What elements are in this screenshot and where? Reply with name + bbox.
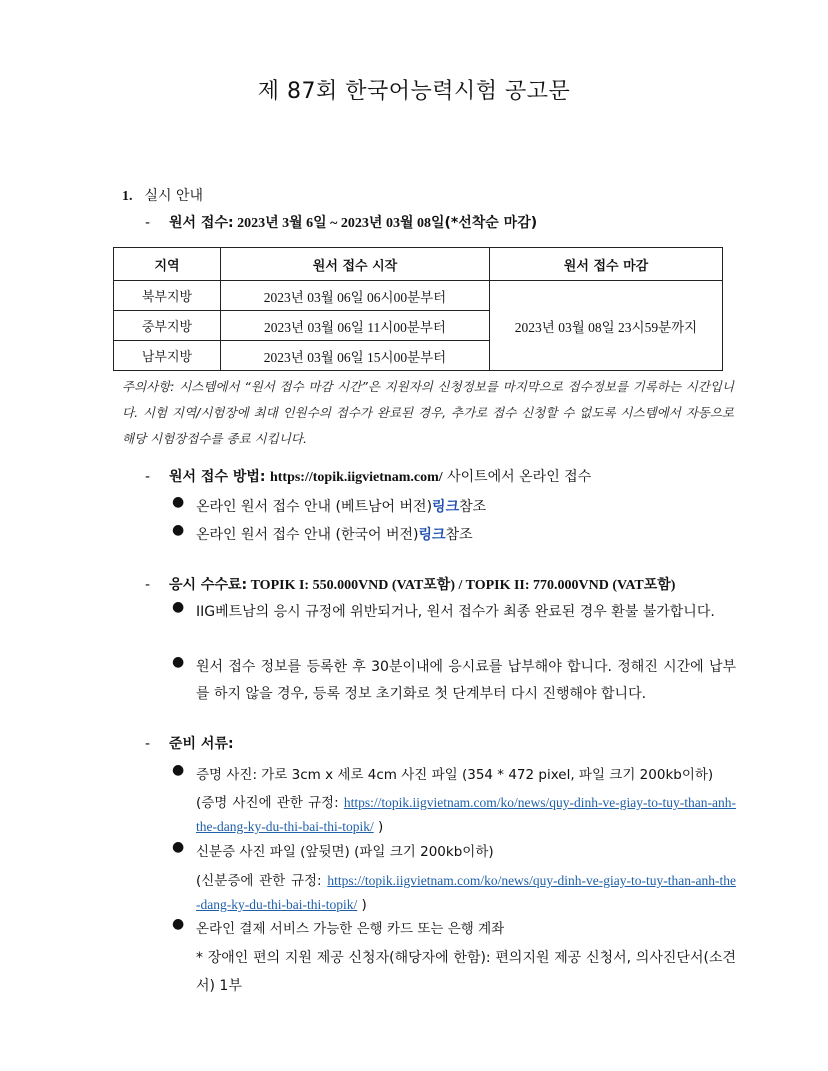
page-title: 제 87회 한국어능력시험 공고문: [257, 79, 571, 104]
notice-text: 주의사항: 시스템에서 “원서 접수 마감 시간”은 지원자의 신청정보를 마지막으로 접수정보를 기록하는 시간입니다. 시험 지역/시험장에 최대 인원수의 접수가 완료된 경우, 추가로 접수 신청할 수 없도록 시스템에서 자동으로 해당 시험장접수를 종료 시킵니다.: [122, 379, 734, 446]
reception-dates: 2023년 3월 6일 ~ 2023년 03월 08일: [233, 216, 445, 231]
deadline-cell: 2023년 03월 08일 23시59분까지: [490, 281, 723, 371]
start-cell: 2023년 03월 06일 11시00분부터: [221, 311, 490, 341]
guide-ko-text: 온라인 원서 접수 안내 (한국어 버전): [196, 527, 419, 543]
section-title: 실시 안내: [144, 188, 204, 204]
bullet-icon: ●: [172, 762, 185, 778]
bullet-icon: ●: [172, 654, 185, 670]
reception-period: - 원서 접수: 2023년 3월 6일 ~ 2023년 03월 08일(*선착순 마감): [145, 215, 538, 231]
fee-label: 응시 수수료:: [169, 577, 248, 593]
fee-row: - 응시 수수료: TOPIK I: 550.000VND (VAT포함) / TOPIK II: 770.000VND (VAT포함): [145, 577, 676, 593]
refund-policy: IIG베트남의 응시 규정에 위반되거나, 원서 접수가 최종 완료된 경우 환불 불가합니다.: [196, 604, 715, 620]
region-cell: 남부지방: [114, 341, 221, 371]
table-header-row: [114, 248, 723, 281]
header-region: 지역: [114, 248, 221, 281]
reception-note: (*선착순 마감): [444, 215, 538, 231]
reception-label: 원서 접수:: [169, 215, 234, 231]
guide-ko-link[interactable]: 링크: [418, 527, 446, 543]
disability-note: * 장애인 편의 지원 제공 신청자(해당자에 한함): 편의지원 제공 신청서, 의사진단서(소견서) 1부: [196, 950, 736, 994]
header-deadline: 원서 접수 마감: [490, 248, 723, 281]
bullet-icon: ●: [172, 522, 185, 538]
guide-vi-after: 참조: [459, 499, 487, 515]
guide-vi-text: 온라인 원서 접수 안내 (베트남어 버전): [196, 499, 433, 515]
section-heading: [122, 185, 203, 205]
bullet-icon: ●: [172, 839, 185, 855]
start-cell: 2023년 03월 06일 06시00분부터: [221, 281, 490, 311]
id-rule: [196, 869, 736, 917]
region-cell: 북부지방: [114, 281, 221, 311]
bullet-icon: ●: [172, 916, 185, 932]
method-url[interactable]: https://topik.iigvietnam.com/: [269, 470, 443, 485]
bullet-icon: ●: [172, 599, 185, 615]
id-rule-prefix: (신분증에 관한 규정:: [196, 873, 328, 889]
payment-deadline: 원서 접수 정보를 등록한 후 30분이내에 응시료를 납부해야 합니다. 정해진 시간에 납부를 하지 않을 경우, 등록 정보 초기화로 첫 단계부터 다시 진행해야 합니다.: [196, 659, 736, 702]
bullet-icon: ●: [172, 494, 185, 510]
header-start: 원서 접수 시작: [221, 248, 490, 281]
start-cell: 2023년 03월 06일 15시00분부터: [221, 341, 490, 371]
fee-value: TOPIK I: 550.000VND (VAT포함) / TOPIK II: 770.000VND (VAT포함): [247, 578, 676, 593]
method-suffix: 사이트에서 온라인 접수: [442, 469, 592, 485]
photo-requirement: 증명 사진: 가로 3cm x 세로 4cm 사진 파일 (354 * 472 pixel, 파일 크기 200kb이하): [196, 767, 714, 783]
photo-rule-suffix: ): [373, 819, 384, 835]
photo-rule-link[interactable]: https://topik.iigvietnam.com/ko/news/quy-dinh-ve-giay-to-tuy-than-anh-the-dang-ky-du-thi-bai-thi-topik/: [196, 795, 736, 834]
docs-label: 준비 서류:: [169, 736, 234, 752]
id-requirement: 신분증 사진 파일 (앞뒷면) (파일 크기 200kb이하): [196, 844, 494, 860]
photo-rule-prefix: (증명 사진에 관한 규정:: [196, 795, 344, 811]
section-number: 1.: [122, 189, 133, 204]
guide-ko-after: 참조: [445, 527, 473, 543]
table-row: [114, 281, 723, 311]
method-label: 원서 접수 방법:: [169, 469, 266, 485]
schedule-table: [113, 247, 723, 371]
id-rule-suffix: ): [357, 897, 367, 913]
region-cell: 중부지방: [114, 311, 221, 341]
photo-rule: [196, 791, 736, 839]
docs-row: - 준비 서류:: [145, 736, 234, 752]
bank-requirement: 온라인 결제 서비스 가능한 은행 카드 또는 은행 계좌: [196, 921, 505, 937]
id-rule-link[interactable]: https://topik.iigvietnam.com/ko/news/quy-dinh-ve-giay-to-tuy-than-anh-the-dang-ky-du-thi-bai-thi-topik/: [196, 873, 736, 912]
guide-vi-link[interactable]: 링크: [432, 499, 460, 515]
method-row: - 원서 접수 방법: https://topik.iigvietnam.com/ 사이트에서 온라인 접수: [145, 469, 592, 485]
